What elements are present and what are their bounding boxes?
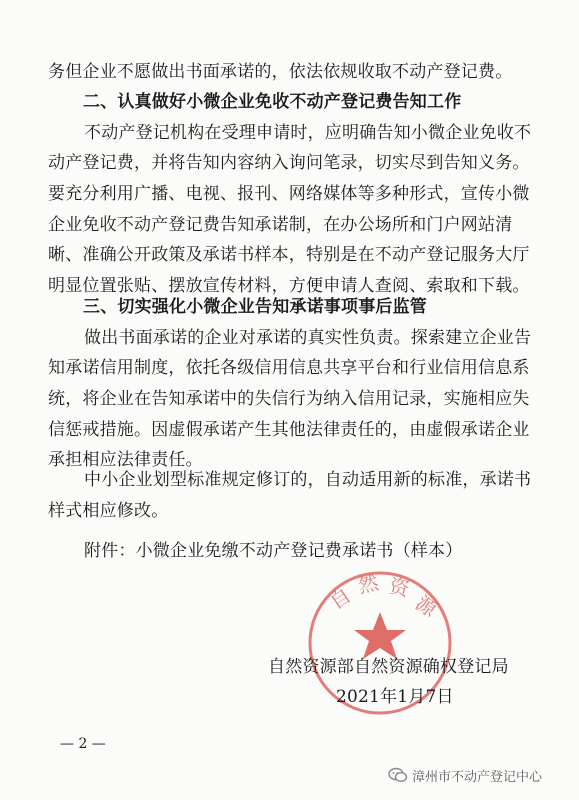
wechat-icon bbox=[388, 767, 408, 783]
attachment-line: 附件：小微企业免缴不动产登记费承诺书（样本） bbox=[84, 541, 463, 561]
body-line: 中小企业划型标准规定修订的，自动适用新的标准，承诺书 bbox=[84, 470, 532, 490]
svg-text:自: 自 bbox=[325, 582, 356, 615]
section-heading-2: 二、认真做好小微企业免收不动产登记费告知工作 bbox=[83, 92, 462, 112]
body-line: 知承诺信用制度，依托各级信用信息共享平台和行业信用信息系 bbox=[48, 358, 530, 378]
body-line: 要充分利用广播、电视、报刊、网络媒体等多种形式，宣传小微 bbox=[48, 184, 530, 204]
body-line: 统，将企业在告知承诺中的失信行为纳入信用记录，实施相应失 bbox=[48, 389, 530, 409]
body-line: 信惩戒措施。因虚假承诺产生其他法律责任的，由虚假承诺企业 bbox=[48, 420, 530, 440]
watermark bbox=[388, 764, 542, 786]
body-line: 晰、准确公开政策及承诺书样本，特别是在不动产登记服务大厅 bbox=[48, 245, 530, 265]
date: 2021年1月7日 bbox=[336, 687, 454, 707]
body-line: 样式相应修改。 bbox=[48, 501, 169, 521]
body-line: 务但企业不愿做出书面承诺的，依法依规收取不动产登记费。 bbox=[48, 62, 513, 82]
body-line: 做出书面承诺的企业对承诺的真实性负责。探索建立企业告 bbox=[84, 328, 532, 348]
signature: 自然资源部自然资源确权登记局 bbox=[268, 657, 509, 677]
body-line: 明显位置张贴、摆放宣传材料，方便申请人查阅、索取和下载。 bbox=[48, 276, 530, 296]
body-line: 动产登记费，并将告知内容纳入询问笔录，切实尽到告知义务。 bbox=[48, 153, 530, 173]
body-line: 不动产登记机构在受理申请时，应明确告知小微企业免收不 bbox=[84, 123, 532, 143]
body-line: 承担相应法律责任。 bbox=[48, 450, 203, 470]
section-heading-3: 三、切实强化小微企业告知承诺事项事后监管 bbox=[83, 297, 427, 317]
svg-text:源: 源 bbox=[411, 590, 442, 622]
page-number: — 2 — bbox=[60, 736, 106, 752]
watermark-text: 漳州市不动产登记中心 bbox=[412, 769, 543, 785]
svg-text:然: 然 bbox=[356, 570, 381, 598]
svg-text:资: 资 bbox=[386, 573, 412, 602]
body-line: 企业免收不动产登记费告知承诺制，在办公场所和门户网站清 bbox=[48, 215, 513, 235]
